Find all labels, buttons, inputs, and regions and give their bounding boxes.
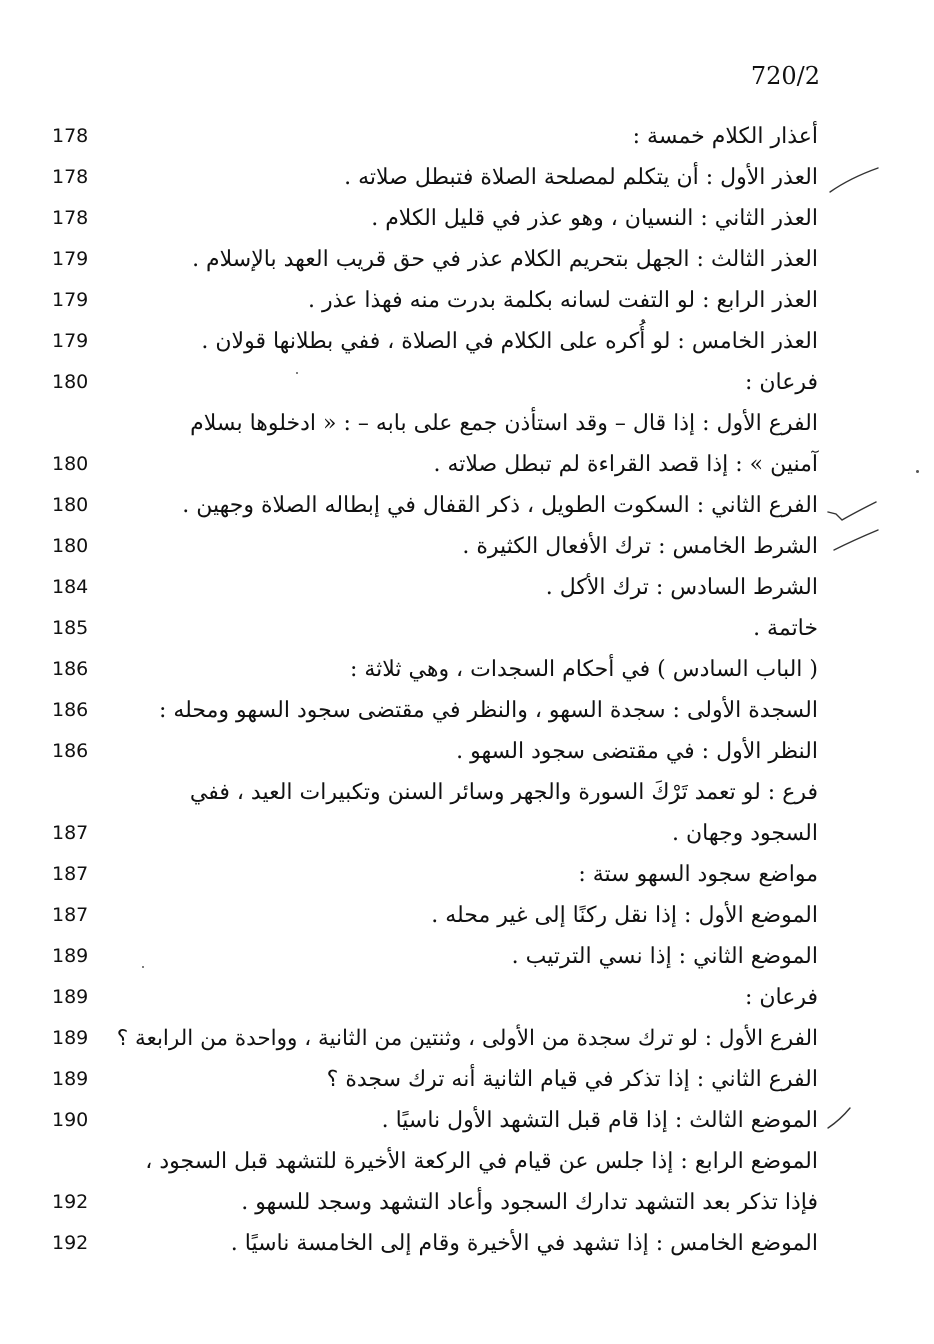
- toc-entry: [0, 485, 934, 526]
- toc-entry: [0, 567, 934, 608]
- toc-entry-page: 190: [52, 1109, 89, 1131]
- scan-speck: [142, 966, 144, 968]
- page-reference: 720/2: [750, 62, 820, 90]
- toc-entry-page: 189: [52, 1027, 89, 1049]
- toc-entry-text: خاتمة .: [753, 616, 818, 641]
- toc-entry: [0, 362, 934, 403]
- toc-entry-text: فإذا تذكر بعد التشهد تدارك السجود وأعاد التشهد وسجد للسهو .: [241, 1190, 818, 1215]
- toc-entry: [0, 772, 934, 813]
- pencil-check-mark-icon: [826, 526, 882, 556]
- toc-entry-text: آمنين » : إذا قصد القراءة لم تبطل صلاته .: [433, 452, 818, 477]
- toc-entry-text: الشرط الخامس : ترك الأفعال الكثيرة .: [462, 534, 818, 559]
- toc-entry: [0, 813, 934, 854]
- toc-entry-text: الفرع الثاني : إذا تذكر في قيام الثانية أنه ترك سجدة ؟: [326, 1067, 818, 1092]
- toc-entry: [0, 895, 934, 936]
- toc-entry-text: الفرع الثاني : السكوت الطويل ، ذكر القفال في إبطاله الصلاة وجهين .: [182, 493, 818, 518]
- toc-entry-text: الموضع الثاني : إذا نسي الترتيب .: [511, 944, 818, 969]
- toc-entry: [0, 526, 934, 567]
- toc-entry-text: الموضع الأول : إذا نقل ركنًا إلى غير محله .: [431, 903, 818, 928]
- toc-entry-text: العذر الخامس : لو أُكره على الكلام في الصلاة ، ففي بطلانها قولان .: [201, 329, 818, 354]
- toc-entry: [0, 321, 934, 362]
- toc-entry-page: 192: [52, 1232, 89, 1254]
- toc-entry: [0, 1182, 934, 1223]
- toc-entry-page: 180: [52, 535, 89, 557]
- toc-entry: [0, 1141, 934, 1182]
- table-of-contents: [0, 116, 934, 1264]
- toc-entry: [0, 608, 934, 649]
- toc-entry: [0, 403, 934, 444]
- toc-entry: [0, 977, 934, 1018]
- toc-entry-text: السجود وجهان .: [671, 821, 818, 846]
- pencil-check-mark-icon: [826, 166, 882, 196]
- pencil-check-mark-icon: [826, 494, 882, 524]
- toc-entry-text: الشرط السادس : ترك الأكل .: [545, 575, 818, 600]
- toc-entry-page: 178: [52, 207, 89, 229]
- toc-entry-text: ( الباب السادس ) في أحكام السجدات ، وهي ثلاثة :: [349, 657, 818, 682]
- toc-entry-page: 185: [52, 617, 89, 639]
- toc-entry-page: 178: [52, 125, 89, 147]
- toc-entry: [0, 280, 934, 321]
- toc-entry-page: 186: [52, 740, 89, 762]
- toc-entry-page: 180: [52, 371, 89, 393]
- toc-entry-text: مواضع سجود السهو ستة :: [578, 862, 818, 887]
- toc-entry-text: العذر الرابع : لو التفت لسانه بكلمة بدرت منه فهذا عذر .: [308, 288, 818, 313]
- toc-entry-text: السجدة الأولى : سجدة السهو ، والنظر في مقتضى سجود السهو ومحله :: [158, 698, 818, 723]
- toc-entry: [0, 239, 934, 280]
- toc-entry: [0, 1223, 934, 1264]
- toc-entry-page: 187: [52, 863, 89, 885]
- toc-entry-page: 189: [52, 1068, 89, 1090]
- toc-entry-text: النظر الأول : في مقتضى سجود السهو .: [456, 739, 818, 764]
- toc-entry-text: الفرع الأول : إذا قال – وقد استأذن جمع على بابه – : « ادخلوها بسلام: [190, 411, 818, 436]
- toc-entry-text: الفرع الأول : لو ترك سجدة من الأولى ، وثنتين من الثانية ، وواحدة من الرابعة ؟: [116, 1026, 818, 1051]
- toc-entry-page: 192: [52, 1191, 89, 1213]
- toc-entry: [0, 731, 934, 772]
- toc-entry: [0, 1059, 934, 1100]
- toc-entry: [0, 116, 934, 157]
- toc-entry-text: العذر الأول : أن يتكلم لمصلحة الصلاة فتبطل صلاته .: [344, 165, 818, 190]
- toc-entry: [0, 198, 934, 239]
- toc-entry-page: 187: [52, 904, 89, 926]
- toc-entry-page: 178: [52, 166, 89, 188]
- toc-entry: [0, 936, 934, 977]
- toc-entry-text: فرع : لو تعمد تَرْكَ السورة والجهر وسائر السنن وتكبيرات العيد ، ففي: [189, 780, 818, 805]
- toc-entry-text: فرعان :: [744, 985, 818, 1010]
- toc-entry-text: العذر الثاني : النسيان ، وهو عذر في قليل الكلام .: [371, 206, 818, 231]
- toc-entry: [0, 649, 934, 690]
- scan-speck: [296, 372, 298, 374]
- toc-entry: [0, 444, 934, 485]
- toc-entry-page: 179: [52, 289, 89, 311]
- toc-entry-page: 184: [52, 576, 89, 598]
- toc-entry-page: 180: [52, 453, 89, 475]
- toc-entry-page: 179: [52, 330, 89, 352]
- toc-entry-text: العذر الثالث : الجهل بتحريم الكلام عذر في حق قريب العهد بالإسلام .: [192, 247, 818, 272]
- scan-speck: [916, 470, 919, 473]
- toc-entry-page: 186: [52, 658, 89, 680]
- toc-entry: [0, 1018, 934, 1059]
- toc-entry-text: الموضع الثالث : إذا قام قبل التشهد الأول ناسيًا .: [381, 1108, 818, 1133]
- pencil-check-mark-icon: [826, 1102, 882, 1132]
- toc-entry-page: 189: [52, 945, 89, 967]
- toc-entry: [0, 690, 934, 731]
- toc-entry: [0, 1100, 934, 1141]
- toc-entry: [0, 854, 934, 895]
- toc-entry-page: 189: [52, 986, 89, 1008]
- toc-entry-text: أعذار الكلام خمسة :: [632, 124, 818, 149]
- toc-entry-page: 179: [52, 248, 89, 270]
- toc-entry-page: 187: [52, 822, 89, 844]
- toc-entry-text: فرعان :: [744, 370, 818, 395]
- toc-entry-text: الموضع الرابع : إذا جلس عن قيام في الركعة الأخيرة للتشهد قبل السجود ،: [145, 1149, 818, 1174]
- toc-entry-text: الموضع الخامس : إذا تشهد في الأخيرة وقام إلى الخامسة ناسيًا .: [230, 1231, 818, 1256]
- toc-entry-page: 180: [52, 494, 89, 516]
- toc-entry-page: 186: [52, 699, 89, 721]
- toc-entry: [0, 157, 934, 198]
